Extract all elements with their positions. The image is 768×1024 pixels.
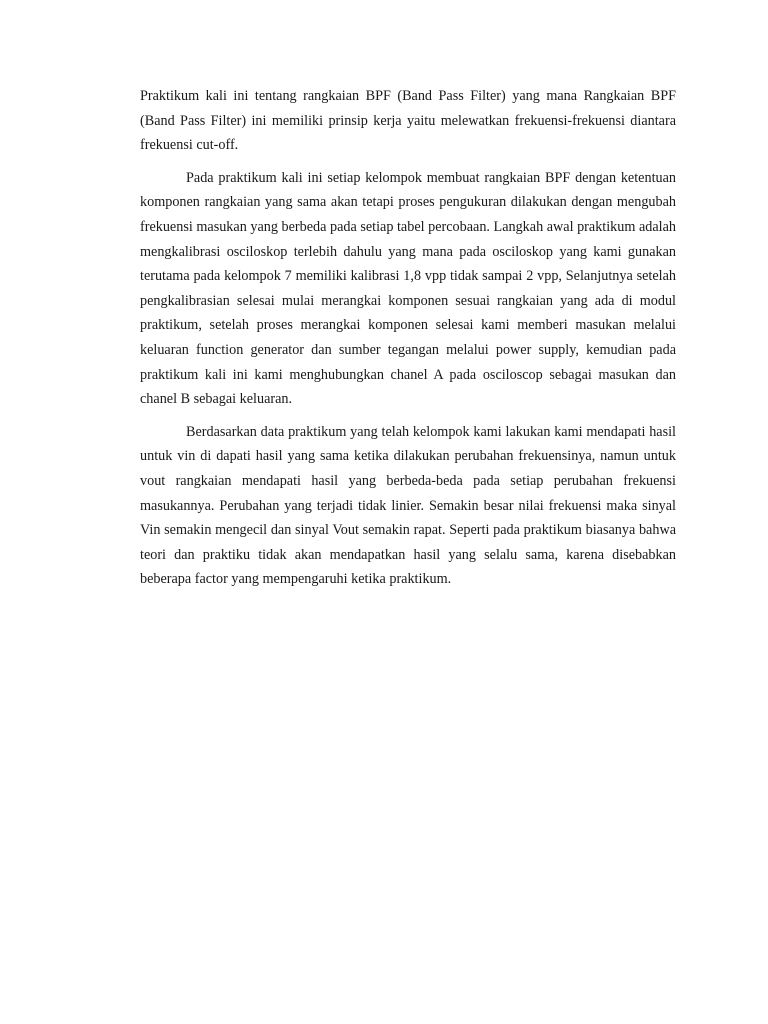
document-body [140,84,676,600]
paragraph-procedure: Pada praktikum kali ini setiap kelompok membuat rangkaian BPF dengan ketentuan komponen rangkaian yang sama akan tetapi proses pengukuran dilakukan dengan mengubah frekuensi masukan yang berbeda pada setiap tabel percobaan. Langkah awal praktikum adalah mengkalibrasi osciloskop terlebih dahulu yang mana pada osciloskop yang kami gunakan terutama pada kelompok 7 memiliki kalibrasi 1,8 vpp tidak sampai 2 vpp, Selanjutnya setelah pengkalibrasian selesai mulai merangkai komponen sesuai rangkaian yang ada di modul praktikum, setelah proses merangkai komponen selesai kami memberi masukan melalui keluaran function generator dan sumber tegangan melalui power supply, kemudian pada praktikum kali ini kami menghubungkan chanel A pada osciloscop sebagai masukan dan chanel B sebagai keluaran. [140,169,676,408]
paragraph-results: Berdasarkan data praktikum yang telah kelompok kami lakukan kami mendapati hasil untuk vin di dapati hasil yang sama ketika dilakukan perubahan frekuensinya, namun untuk vout rangkaian mendapati hasil yang berbeda-beda pada setiap perubahan frekuensi masukannya. Perubahan yang terjadi tidak linier. Semakin besar nilai frekuensi maka sinyal Vin semakin mengecil dan sinyal Vout semakin rapat. Seperti pada praktikum biasanya bahwa teori dan praktiku tidak akan mendapatkan hasil yang selalu sama, karena disebabkan beberapa factor yang mempengaruhi ketika praktikum. [140,423,676,588]
paragraph-intro: Praktikum kali ini tentang rangkaian BPF (Band Pass Filter) yang mana Rangkaian BPF (Band Pass Filter) ini memiliki prinsip kerja yaitu melewatkan frekuensi-frekuensi diantara frekuensi cut-off. [140,88,676,154]
